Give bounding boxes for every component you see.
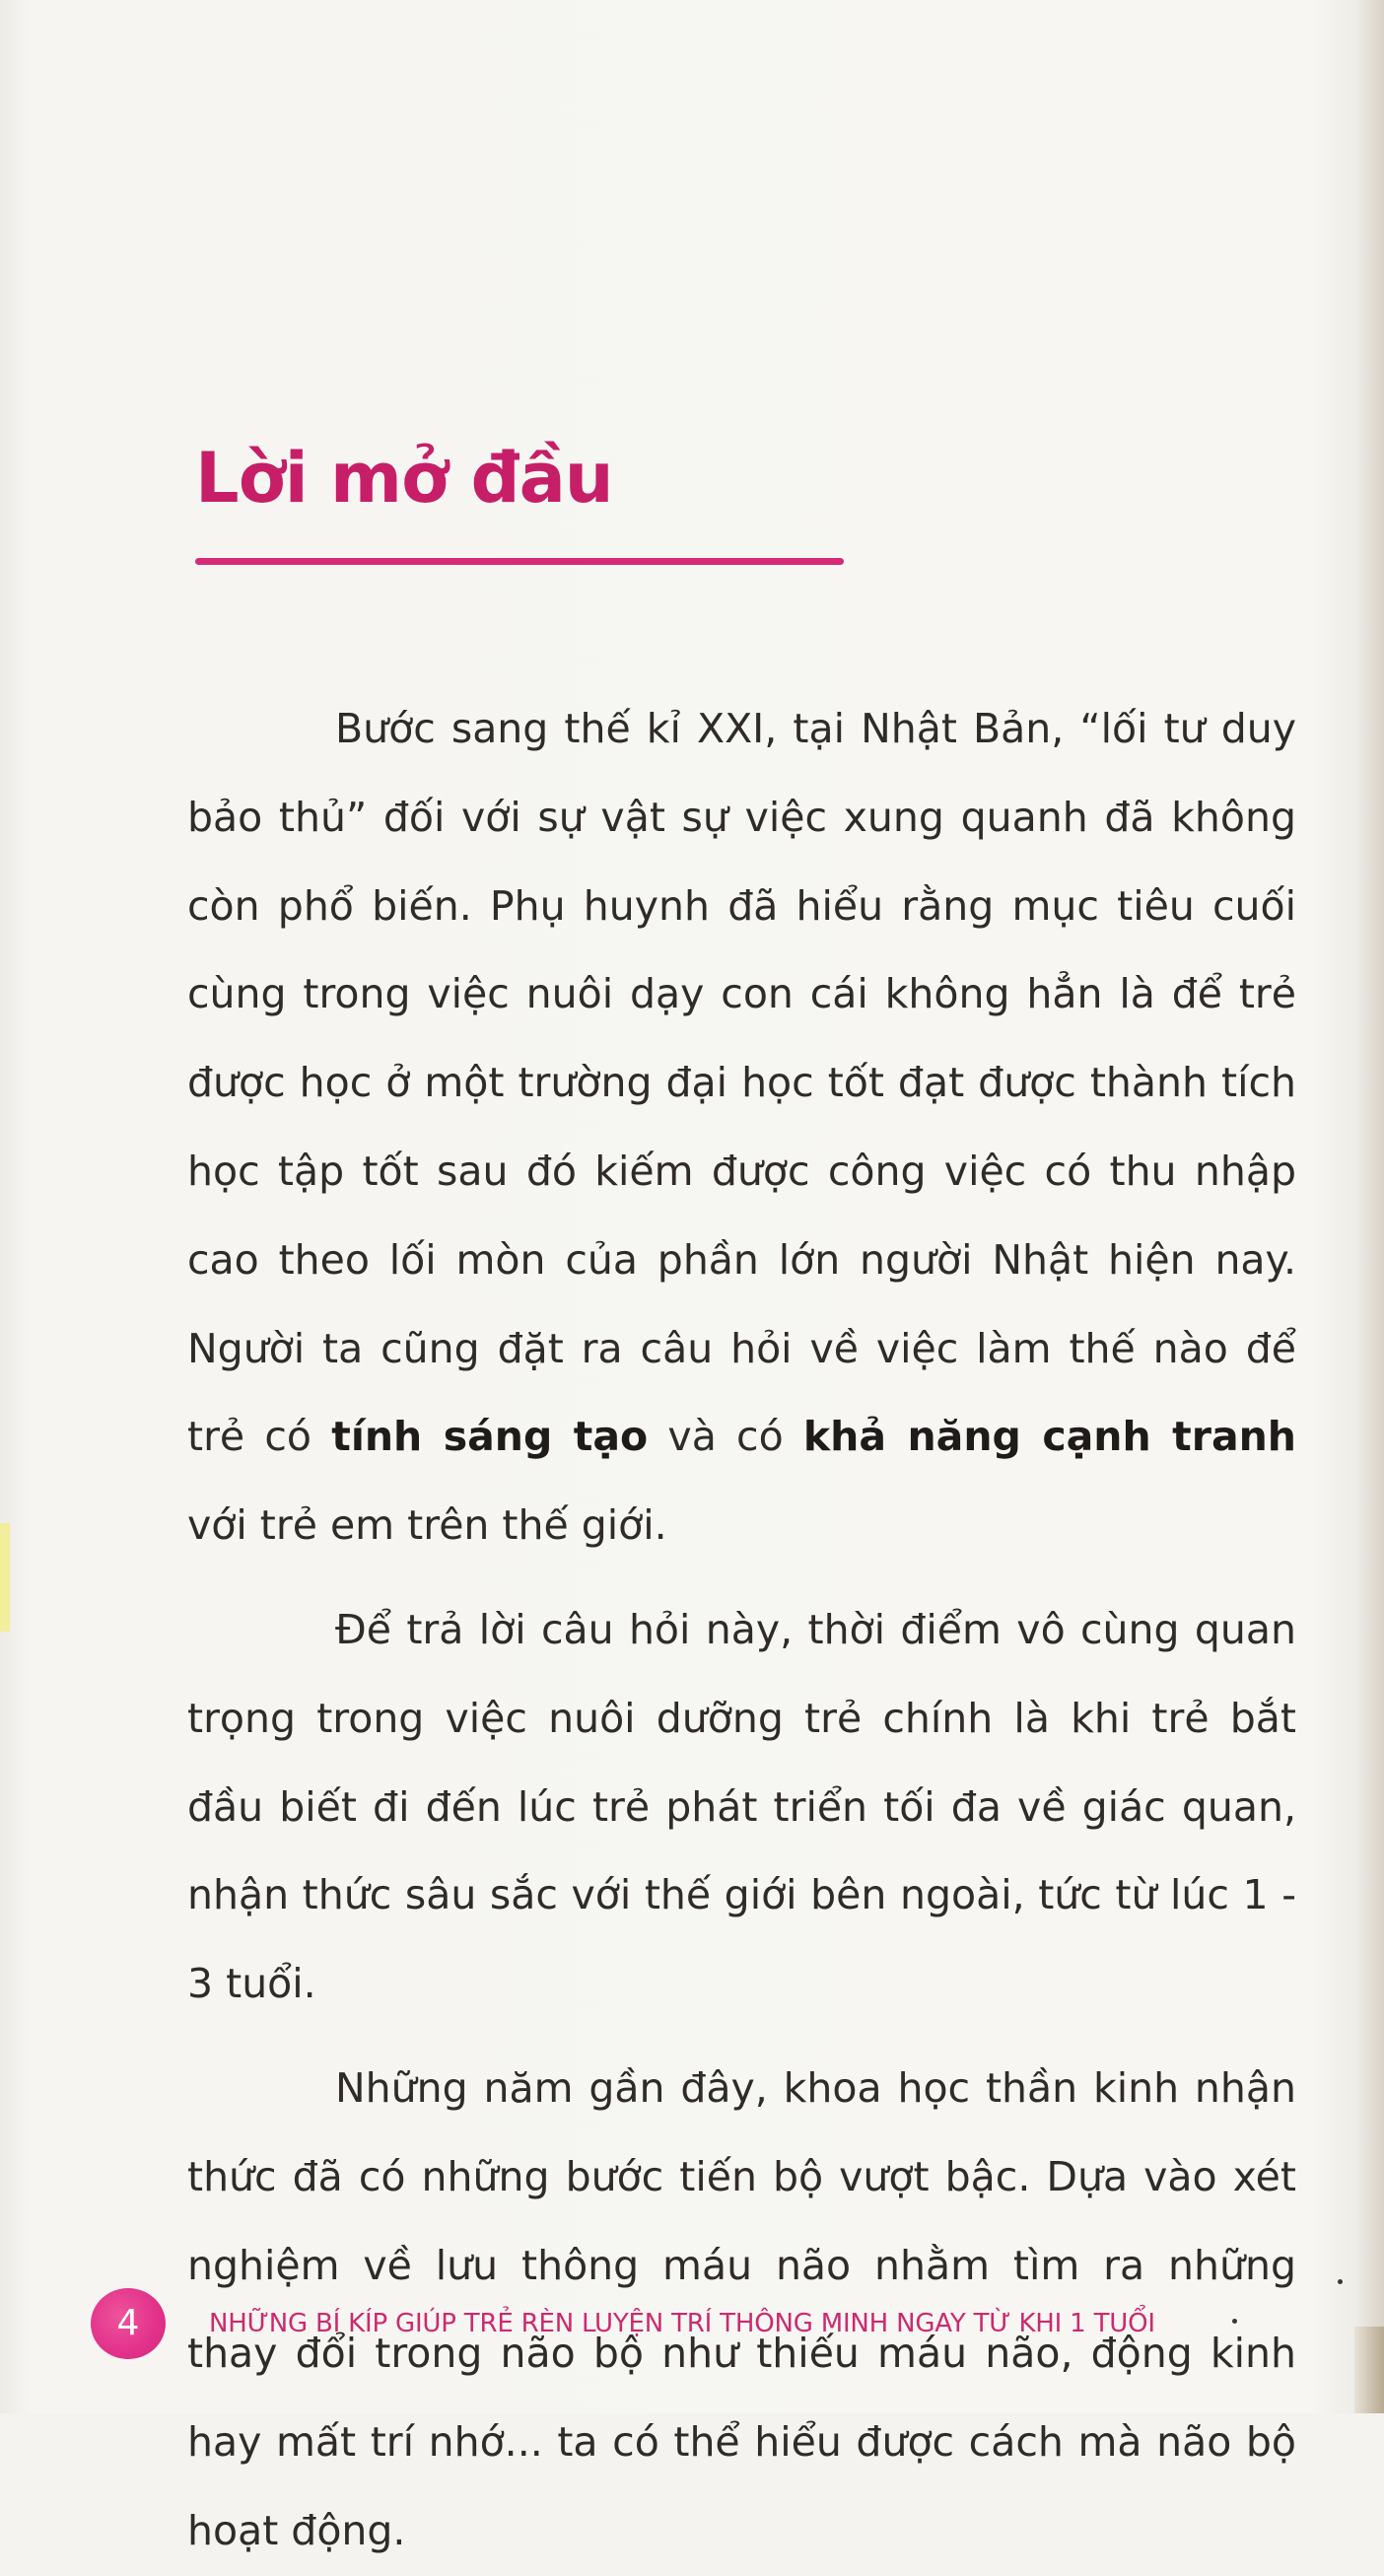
paragraph-text: Những năm gần đây, khoa học thần kinh nhận thức đã có những bước tiến bộ vượt bậc. Dựa vào xét nghiệm về lưu thông máu não nhằm tìm ra những thay đổi trong não bộ như thiếu máu não, động kinh hay mất trí nhớ... ta có thể hiểu được cách mà não bộ hoạt động. [187,2063,1296,2554]
paragraph-text: và có [648,1413,803,1461]
page-number-badge: 4 [91,2288,166,2359]
body-text [187,685,1296,2576]
speck-mark [1338,2279,1343,2284]
bold-phrase: khả năng cạnh tranh [802,1413,1296,1461]
paragraph-text: Để trả lời câu hỏi này, thời điểm vô cùng quan trọng trong việc nuôi dưỡng trẻ chính là khi trẻ bắt đầu biết đi đến lúc trẻ phát triển tối đa về giác quan, nhận thức sâu sắc với thế giới bên ngoài, tức từ lúc 1 - 3 tuổi. [187,1605,1296,2008]
running-title: NHỮNG BÍ KÍP GIÚP TRẺ RÈN LUYỆN TRÍ THÔNG MINH NGAY TỪ KHI 1 TUỔI [209,2309,1155,2338]
page-edge-shadow [1354,2327,1384,2413]
page-edge-tab [0,1523,10,1632]
paragraph-1 [187,685,1296,1570]
bold-phrase: tính sáng tạo [331,1413,649,1461]
paragraph-text: Bước sang thế kỉ XXI, tại Nhật Bản, “lối tư duy bảo thủ” đối với sự vật sự việc xung quanh đã không còn phổ biến. Phụ huynh đã hiểu rằng mục tiêu cuối cùng trong việc nuôi dạy con cái không hẳn là để trẻ được học ở một trường đại học tốt đạt được thành tích học tập tốt sau đó kiếm được công việc có thu nhập cao theo lối mòn của phần lớn người Nhật hiện nay. Người ta cũng đặt ra câu hỏi về việc làm thế nào để trẻ có [187,705,1296,1461]
heading-underline [195,558,844,565]
paragraph-2 [187,1586,1296,2029]
speck-mark [1232,2319,1237,2324]
paragraph-text: với trẻ em trên thế giới. [187,1501,667,1550]
chapter-heading: Lời mở đầu [195,438,613,519]
